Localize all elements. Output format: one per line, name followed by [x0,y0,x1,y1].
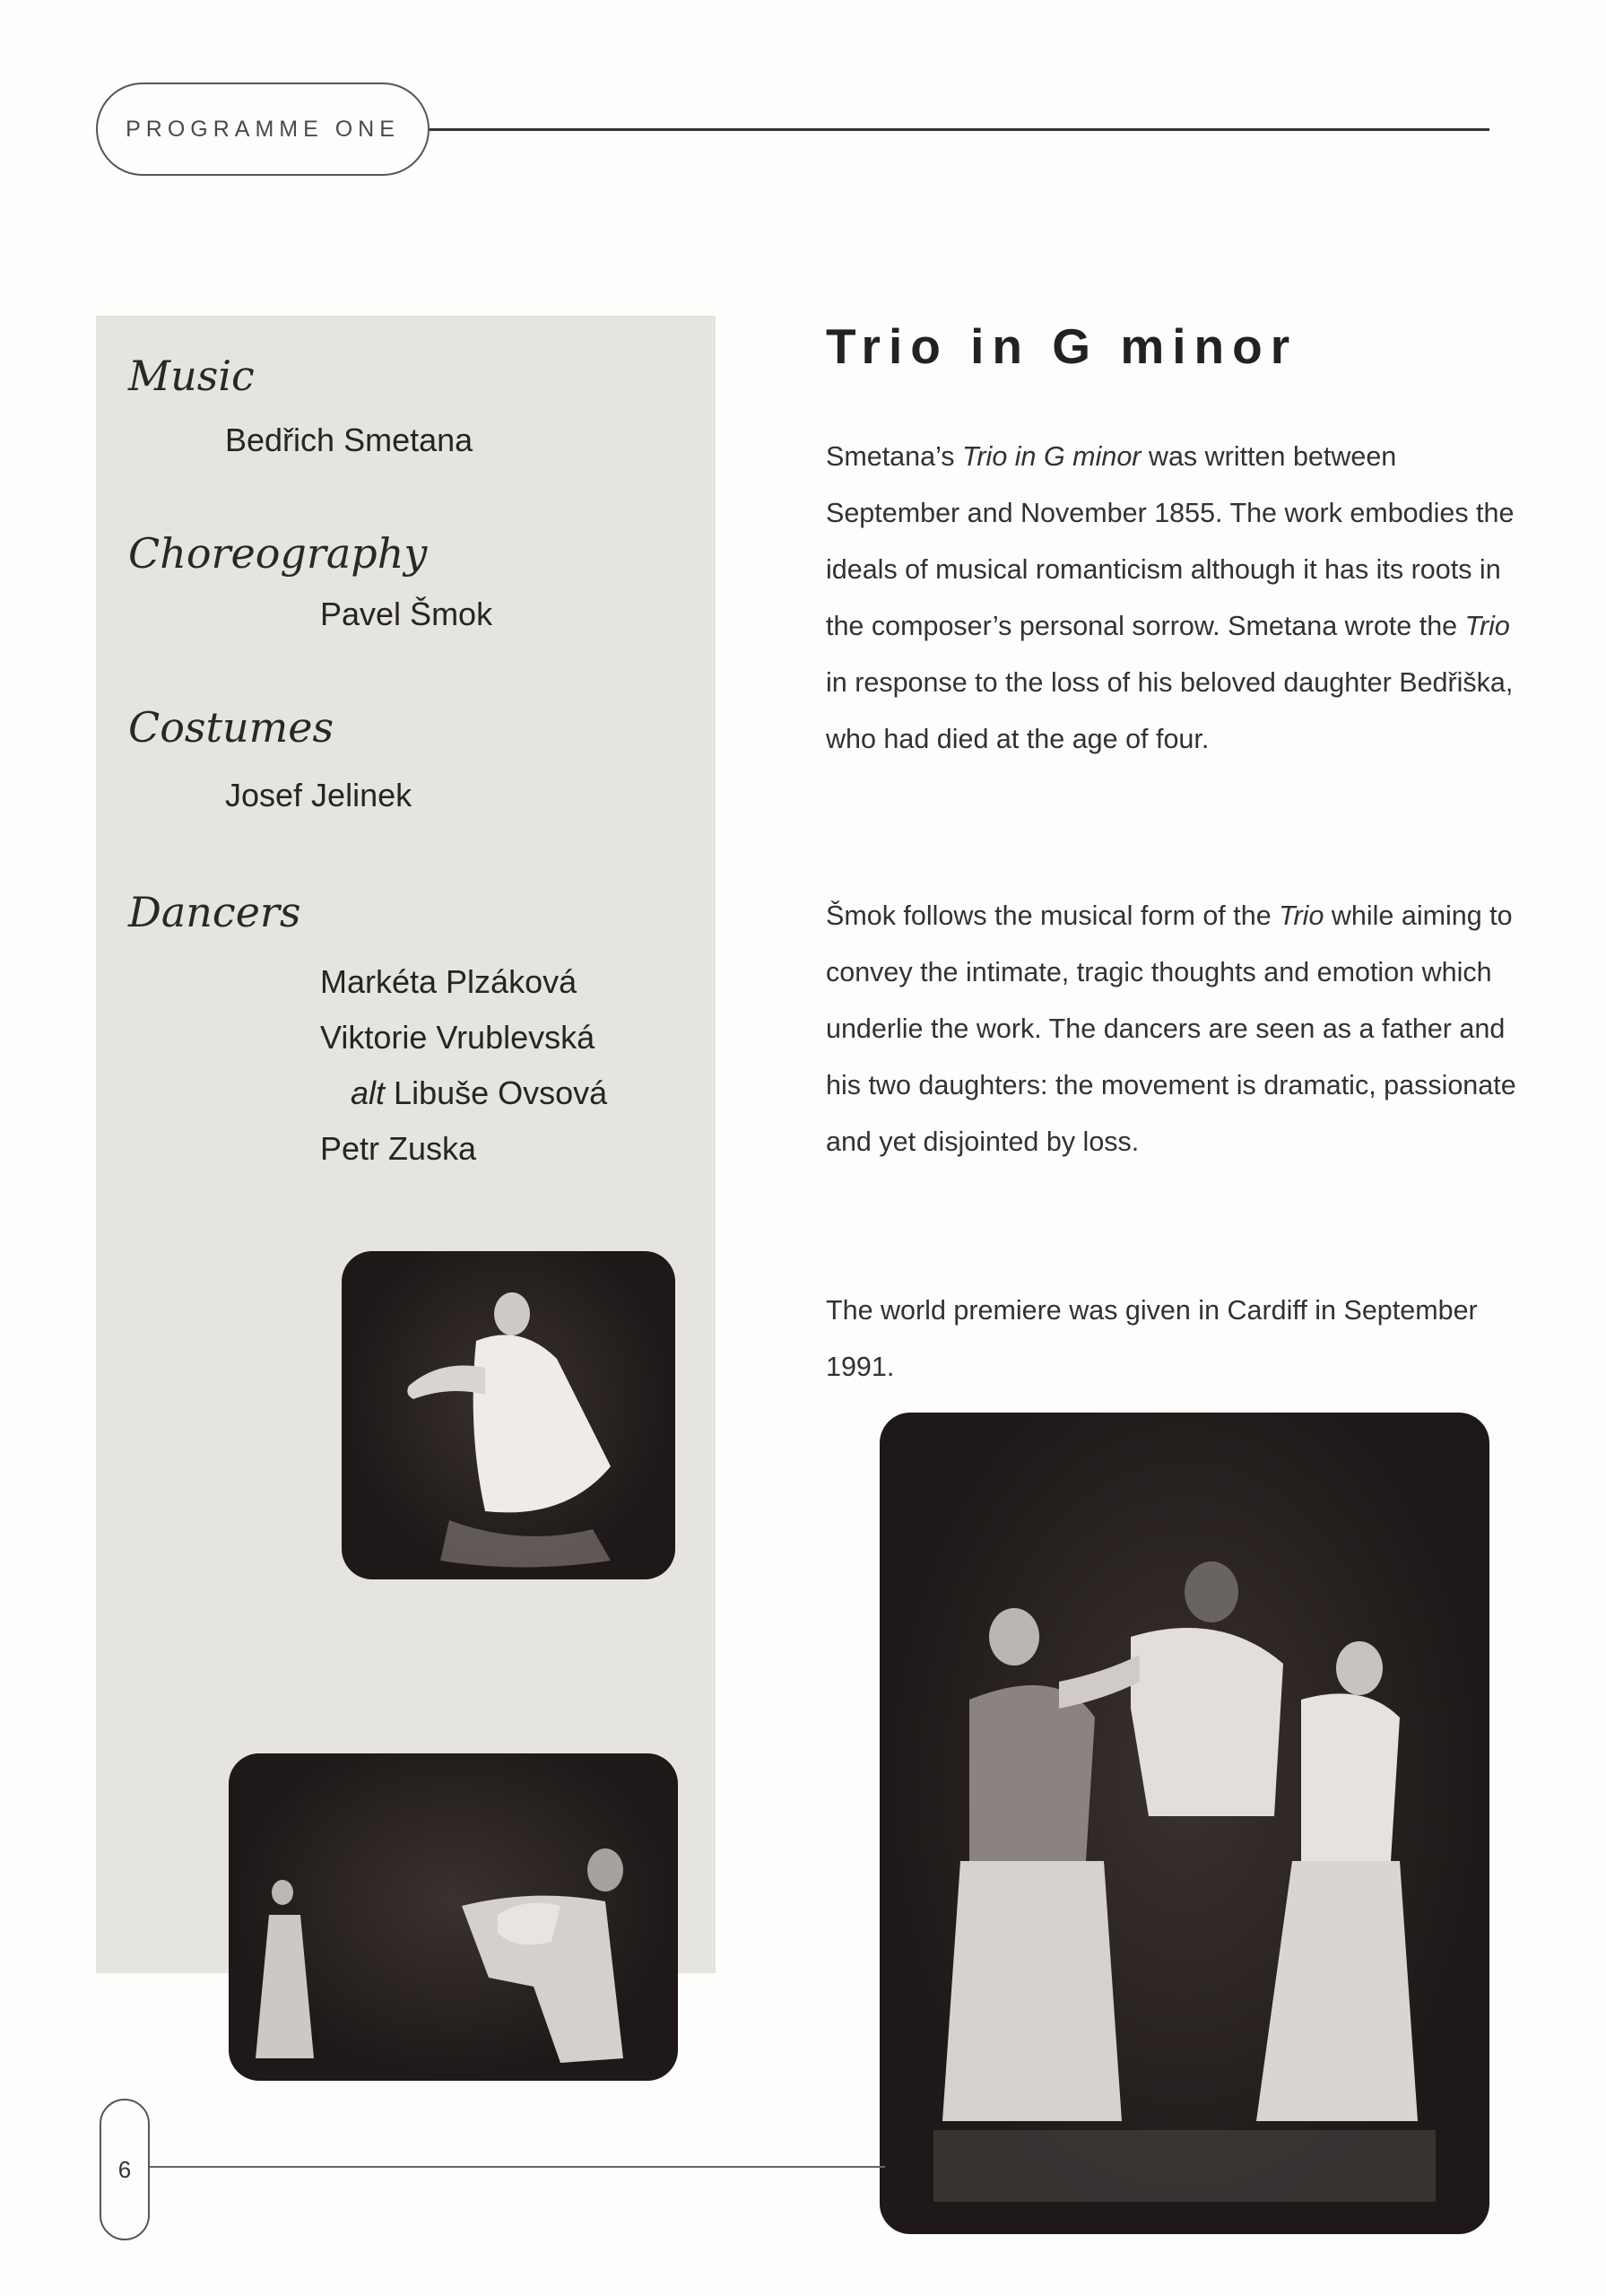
dancer-name: Libuše Ovsová [394,1074,608,1111]
article-title: Trio in G minor [826,318,1298,374]
credit-name-music: Bedřich Smetana [225,422,473,458]
dance-photo-trio-small-image [229,1753,678,2081]
dance-photo-trio-large-image [880,1413,1489,2234]
text-run: was written between September and November 1855. The work embodies the ideals of musical romanticism although it has its roots in the composer’s personal sorrow. Smetana wrote the [826,441,1515,641]
page-number: 6 [117,2155,132,2183]
dancer-name: Markéta Plzáková [320,963,577,1000]
credit-name-costumes: Josef Jelinek [225,777,412,813]
credit-role-dancers: Dancers [128,888,301,936]
section-label-pill [96,83,430,176]
alt-prefix: alt [351,1074,386,1111]
dancer-name: Petr Zuska [320,1130,477,1167]
work-title-italic: Trio in G minor [962,441,1142,472]
text-run: Smetana’s [826,441,963,472]
text-run: Šmok follows the musical form of the [826,900,1280,931]
article-paragraph-3 [826,1283,1525,1396]
text-run: in response to the loss of his beloved daughter Bedřiška, who had died at the age of four. [826,667,1514,754]
credit-role-costumes: Costumes [128,703,334,752]
dance-photo-solo-image [342,1251,675,1579]
credit-role-choreography: Choreography [128,529,428,578]
credit-name-choreography: Pavel Šmok [320,596,493,632]
dance-photo-trio-large [880,1413,1489,2234]
work-title-italic: Trio [1464,611,1510,641]
header-rule [430,128,1489,131]
dance-photo-trio-small [229,1753,678,2081]
article-paragraph-1 [826,429,1525,768]
work-title-italic: Trio [1279,900,1324,931]
section-label: PROGRAMME ONE [126,116,400,142]
credits-panel [96,316,716,1973]
article-paragraph-2 [826,888,1525,1170]
text-run: while aiming to convey the intimate, tragic thoughts and emotion which underlie the work. The dancers are seen as a father and his two daughters: the movement is dramatic, passionate and yet disjointed by loss. [826,900,1516,1157]
footer-rule [150,2166,885,2168]
dancer-name: Viktorie Vrublevská [320,1019,595,1056]
premiere-note: The world premiere was given in Cardiff in September 1991. [826,1295,1478,1382]
dance-photo-solo [342,1251,675,1579]
page-number-pill [100,2099,150,2240]
dancer-alternate [351,1074,607,1112]
credit-role-music: Music [128,352,255,400]
